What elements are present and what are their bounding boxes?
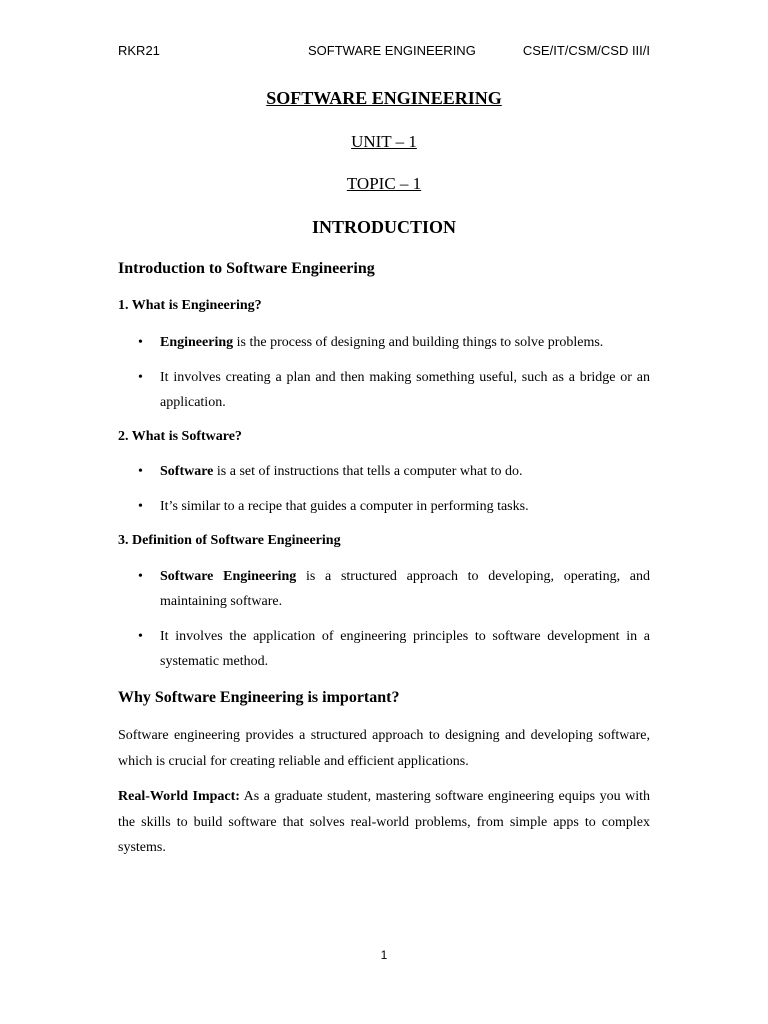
bullet-icon: • bbox=[138, 499, 143, 514]
q1-b1-text: is the process of designing and building things to solve problems. bbox=[233, 335, 604, 350]
bullet-icon: • bbox=[138, 370, 143, 385]
intro-heading: Introduction to Software Engineering bbox=[118, 260, 375, 277]
real-world-impact-label: Real-World Impact: bbox=[118, 789, 240, 804]
topic-title: TOPIC – 1 bbox=[346, 174, 422, 193]
list-item bbox=[118, 330, 650, 355]
list-item bbox=[118, 459, 650, 484]
q3-b1-text: is a structured approach to developing, operating, and maintaining software. bbox=[160, 569, 650, 609]
why-paragraph-2 bbox=[118, 784, 650, 861]
list-item bbox=[118, 365, 650, 415]
q1-heading: 1. What is Engineering? bbox=[118, 298, 262, 313]
q3-heading: 3. Definition of Software Engineering bbox=[118, 533, 341, 548]
term-software-engineering: Software Engineering bbox=[160, 569, 297, 584]
q2-heading-block bbox=[118, 429, 650, 445]
list-item bbox=[118, 494, 650, 519]
list-item bbox=[118, 564, 650, 614]
bullet-icon: • bbox=[138, 629, 143, 644]
term-engineering: Engineering bbox=[160, 335, 234, 350]
list-item bbox=[118, 624, 650, 674]
q3-heading-block bbox=[118, 533, 650, 549]
real-world-impact-text: As a graduate student, mastering software engineering equips you with the skills to build software that solves real-world problems, from simple apps to complex systems. bbox=[118, 789, 650, 855]
bullet-icon: • bbox=[138, 569, 143, 584]
bullet-icon: • bbox=[138, 335, 143, 350]
header-branch: CSE/IT/CSM/CSD III/I bbox=[522, 43, 650, 58]
q1-heading-block bbox=[118, 298, 650, 314]
why-heading-block bbox=[118, 689, 650, 707]
bullet-icon: • bbox=[138, 464, 143, 479]
why-paragraph-1: Software engineering provides a structured approach to designing and developing software, which is crucial for creating reliable and efficient applications. bbox=[118, 728, 650, 769]
q2-b2-text: It’s similar to a recipe that guides a computer in performing tasks. bbox=[160, 499, 529, 514]
header-subject: SOFTWARE ENGINEERING bbox=[308, 43, 476, 58]
term-software: Software bbox=[160, 464, 214, 479]
page-number: 1 bbox=[380, 948, 388, 962]
running-header bbox=[118, 43, 650, 63]
q2-heading: 2. What is Software? bbox=[118, 429, 242, 444]
section-title: INTRODUCTION bbox=[311, 217, 457, 237]
unit-title: UNIT – 1 bbox=[351, 132, 417, 151]
document-title: SOFTWARE ENGINEERING bbox=[266, 88, 502, 108]
q3-b2-text: It involves the application of engineering principles to software development in a systematic method. bbox=[160, 629, 650, 669]
q1-b2-text: It involves creating a plan and then making something useful, such as a bridge or an application. bbox=[160, 370, 650, 410]
header-course-code: RKR21 bbox=[118, 43, 160, 58]
intro-heading-block bbox=[118, 260, 650, 278]
q2-b1-text: is a set of instructions that tells a computer what to do. bbox=[213, 464, 523, 479]
why-heading: Why Software Engineering is important? bbox=[118, 689, 400, 706]
